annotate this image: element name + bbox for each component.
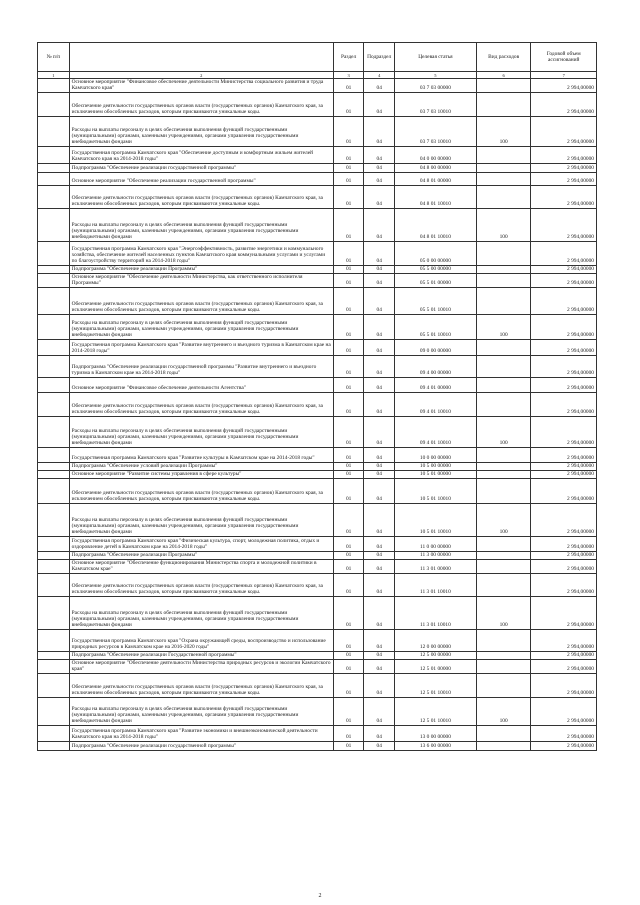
- column-number: 7: [531, 72, 597, 79]
- cell-razdel: 01: [333, 697, 364, 725]
- cell-podrazdel: 04: [364, 573, 395, 596]
- cell-expense-type: 100: [476, 697, 531, 725]
- cell-expense-type: [476, 629, 531, 651]
- cell-amount: 2 994,00000: [531, 559, 597, 573]
- cell-expense-type: 100: [476, 116, 531, 146]
- cell-razdel: 01: [333, 462, 364, 470]
- table-row: [38, 536, 597, 551]
- page-number: 2: [318, 893, 322, 899]
- cell-name: Обеспечение деятельности государственных органов власти (государственных органов) Камчатского края, за исключением обособленных расходов, которым присваиваются уникальные коды.: [69, 673, 333, 697]
- cell-amount: 2 994,00000: [531, 447, 597, 462]
- cell-target-article: 05 0 00 00000: [394, 241, 476, 265]
- cell-podrazdel: 04: [364, 629, 395, 651]
- cell-amount: 2 994,00000: [531, 146, 597, 163]
- cell-row-number: [38, 629, 70, 651]
- cell-target-article: 11 3 01 10010: [394, 573, 476, 596]
- cell-podrazdel: 04: [364, 339, 395, 355]
- cell-expense-type: [476, 146, 531, 163]
- cell-row-number: [38, 447, 70, 462]
- cell-row-number: [38, 146, 70, 163]
- cell-podrazdel: 04: [364, 651, 395, 659]
- cell-amount: 2 994,00000: [531, 551, 597, 559]
- table-row: [38, 551, 597, 559]
- cell-target-article: 05 5 01 10010: [394, 287, 476, 314]
- cell-podrazdel: 04: [364, 673, 395, 697]
- cell-razdel: 01: [333, 470, 364, 478]
- cell-row-number: [38, 92, 70, 116]
- cell-target-article: 13 0 00 00000: [394, 725, 476, 741]
- cell-amount: 2 994,00000: [531, 392, 597, 416]
- cell-amount: 2 994,00000: [531, 339, 597, 355]
- table-row: [38, 146, 597, 163]
- cell-podrazdel: 04: [364, 116, 395, 146]
- cell-amount: 2 994,00000: [531, 741, 597, 750]
- column-number: 4: [364, 72, 395, 79]
- cell-row-number: [38, 536, 70, 551]
- cell-target-article: 09 0 00 00000: [394, 339, 476, 355]
- cell-row-number: [38, 163, 70, 172]
- cell-name: Основное мероприятие "Финансовое обеспечение деятельности Агентства": [69, 377, 333, 392]
- cell-expense-type: [476, 470, 531, 478]
- cell-expense-type: [476, 163, 531, 172]
- cell-row-number: [38, 559, 70, 573]
- cell-podrazdel: 04: [364, 478, 395, 503]
- cell-razdel: 01: [333, 377, 364, 392]
- cell-amount: 2 994,00000: [531, 470, 597, 478]
- column-number: 5: [394, 72, 476, 79]
- cell-target-article: 04 8 00 00000: [394, 163, 476, 172]
- header-razdel: Раздел: [333, 43, 364, 72]
- cell-row-number: [38, 314, 70, 339]
- cell-razdel: 01: [333, 185, 364, 208]
- cell-podrazdel: 04: [364, 659, 395, 673]
- cell-expense-type: [476, 478, 531, 503]
- cell-amount: 2 994,00000: [531, 462, 597, 470]
- cell-razdel: 01: [333, 536, 364, 551]
- cell-target-article: 04 8 01 10010: [394, 185, 476, 208]
- cell-name: Подпрограмма "Обеспечение реализации Программы": [69, 265, 333, 273]
- cell-podrazdel: 04: [364, 208, 395, 241]
- cell-name: Обеспечение деятельности государственных органов власти (государственных органов) Камчатского края, за исключением обособленных расходов, которым присваиваются уникальные коды.: [69, 392, 333, 416]
- cell-amount: 2 994,00000: [531, 725, 597, 741]
- cell-name: Расходы на выплаты персоналу в целях обеспечения выполнения функций государственными (муниципальными) органами, казенными учреждениями, органами управления государственными внебюджетными фондами: [69, 116, 333, 146]
- cell-row-number: [38, 265, 70, 273]
- cell-row-number: [38, 241, 70, 265]
- cell-row-number: [38, 462, 70, 470]
- cell-name: Государственная программа Камчатского края "Развитие культуры в Камчатском крае на 2014-2018 годы": [69, 447, 333, 462]
- cell-name: Обеспечение деятельности государственных органов власти (государственных органов) Камчатского края, за исключением обособленных расходов, которым присваиваются уникальные коды.: [69, 92, 333, 116]
- cell-target-article: 05 5 01 00000: [394, 273, 476, 287]
- cell-amount: 2 994,00000: [531, 651, 597, 659]
- cell-name: Подпрограмма "Обеспечение реализации Государственной программы": [69, 651, 333, 659]
- cell-amount: 2 994,00000: [531, 116, 597, 146]
- cell-razdel: 01: [333, 559, 364, 573]
- table-row: [38, 559, 597, 573]
- header-name: [69, 43, 333, 72]
- cell-name: Государственная программа Камчатского края "Обеспечение доступным и комфортным жильем жителей Камчатского края на 2014-2018 годы": [69, 146, 333, 163]
- cell-razdel: 01: [333, 629, 364, 651]
- cell-podrazdel: 04: [364, 92, 395, 116]
- cell-razdel: 01: [333, 573, 364, 596]
- cell-name: Основное мероприятие "Обеспечение реализации государственной программы": [69, 172, 333, 185]
- cell-razdel: 01: [333, 273, 364, 287]
- cell-target-article: 12 5 01 00000: [394, 659, 476, 673]
- cell-target-article: 04 0 00 00000: [394, 146, 476, 163]
- cell-podrazdel: 04: [364, 503, 395, 536]
- cell-row-number: [38, 339, 70, 355]
- cell-amount: 2 994,00000: [531, 265, 597, 273]
- cell-name: Расходы на выплаты персоналу в целях обеспечения выполнения функций государственными (муниципальными) органами, казенными учреждениями, органами управления государственными внебюджетными фондами: [69, 503, 333, 536]
- cell-razdel: 01: [333, 673, 364, 697]
- cell-row-number: [38, 185, 70, 208]
- cell-podrazdel: 04: [364, 265, 395, 273]
- cell-podrazdel: 04: [364, 172, 395, 185]
- column-number: 2: [69, 72, 333, 79]
- cell-podrazdel: 04: [364, 416, 395, 447]
- cell-name: Государственная программа Камчатского края "Охрана окружающей среды, воспроизводство и использование природных ресурсов в Камчатском крае на 2016-2020 годы": [69, 629, 333, 651]
- cell-amount: 2 994,00000: [531, 673, 597, 697]
- cell-row-number: [38, 573, 70, 596]
- cell-podrazdel: 04: [364, 470, 395, 478]
- cell-name: Основное мероприятие "Финансовое обеспечение деятельности Министерства социального развития и труда Камчатского края": [69, 79, 333, 93]
- cell-row-number: [38, 355, 70, 377]
- table-row: [38, 741, 597, 750]
- cell-row-number: [38, 673, 70, 697]
- cell-amount: 2 994,00000: [531, 697, 597, 725]
- cell-expense-type: [476, 172, 531, 185]
- cell-target-article: 10 0 00 00000: [394, 447, 476, 462]
- table-row: [38, 116, 597, 146]
- cell-razdel: 01: [333, 79, 364, 93]
- table-row: [38, 470, 597, 478]
- cell-target-article: 05 5 01 10010: [394, 314, 476, 339]
- cell-podrazdel: 04: [364, 536, 395, 551]
- column-number: 1: [38, 72, 70, 79]
- cell-name: Обеспечение деятельности государственных органов власти (государственных органов) Камчатского края, за исключением обособленных расходов, которым присваиваются уникальные коды.: [69, 478, 333, 503]
- cell-expense-type: [476, 185, 531, 208]
- header-annual-amount: Годовой объем ассигнований: [531, 43, 597, 72]
- header-target-article: Целевая статья: [394, 43, 476, 72]
- cell-amount: 2 994,00000: [531, 287, 597, 314]
- cell-amount: 2 994,00000: [531, 92, 597, 116]
- cell-expense-type: [476, 447, 531, 462]
- cell-razdel: 01: [333, 503, 364, 536]
- cell-row-number: [38, 725, 70, 741]
- cell-razdel: 01: [333, 265, 364, 273]
- cell-expense-type: 100: [476, 596, 531, 629]
- table-row: [38, 503, 597, 536]
- table-row: [38, 79, 597, 93]
- table-row: [38, 377, 597, 392]
- table-row: [38, 339, 597, 355]
- table-row: [38, 273, 597, 287]
- cell-razdel: 01: [333, 146, 364, 163]
- cell-row-number: [38, 659, 70, 673]
- cell-row-number: [38, 392, 70, 416]
- cell-amount: 2 994,00000: [531, 536, 597, 551]
- cell-razdel: 01: [333, 355, 364, 377]
- cell-target-article: 03 7 03 00000: [394, 79, 476, 93]
- cell-expense-type: 100: [476, 503, 531, 536]
- cell-podrazdel: 04: [364, 596, 395, 629]
- table-row: [38, 287, 597, 314]
- cell-row-number: [38, 697, 70, 725]
- table-row: [38, 725, 597, 741]
- cell-target-article: 03 7 03 10010: [394, 92, 476, 116]
- table-row: [38, 185, 597, 208]
- cell-target-article: 11 3 00 00000: [394, 551, 476, 559]
- cell-row-number: [38, 470, 70, 478]
- cell-row-number: [38, 116, 70, 146]
- cell-razdel: 01: [333, 287, 364, 314]
- cell-podrazdel: 04: [364, 241, 395, 265]
- table-row: [38, 447, 597, 462]
- table-body: [38, 79, 597, 751]
- cell-row-number: [38, 651, 70, 659]
- cell-podrazdel: 04: [364, 741, 395, 750]
- cell-name: Государственная программа Камчатского края "Энергоэффективность, развитие энергетики и коммунального хозяйства, обеспечение жителей населенных пунктов Камчатского края коммунальными услугами и услугами по благоустройству территорий на 2014-2018 годы": [69, 241, 333, 265]
- table-row: [38, 573, 597, 596]
- table-row: [38, 92, 597, 116]
- cell-podrazdel: 04: [364, 287, 395, 314]
- header-no: № п/п: [38, 43, 70, 72]
- cell-razdel: 01: [333, 551, 364, 559]
- cell-name: Расходы на выплаты персоналу в целях обеспечения выполнения функций государственными (муниципальными) органами, казенными учреждениями, органами управления государственными внебюджетными фондами: [69, 416, 333, 447]
- cell-target-article: 12 5 01 10010: [394, 673, 476, 697]
- cell-razdel: 01: [333, 392, 364, 416]
- cell-razdel: 01: [333, 651, 364, 659]
- cell-expense-type: [476, 241, 531, 265]
- cell-name: Государственная программа Камчатского края "Развитие экономики и внешнеэкономической деятельности Камчатского края на 2014-2018 годы": [69, 725, 333, 741]
- cell-amount: 2 994,00000: [531, 503, 597, 536]
- cell-expense-type: [476, 377, 531, 392]
- table-row: [38, 314, 597, 339]
- cell-amount: 2 994,00000: [531, 163, 597, 172]
- table-row: [38, 392, 597, 416]
- cell-podrazdel: 04: [364, 447, 395, 462]
- cell-amount: 2 994,00000: [531, 273, 597, 287]
- cell-amount: 2 994,00000: [531, 377, 597, 392]
- header-podrazdel: Подраздел: [364, 43, 395, 72]
- cell-expense-type: [476, 725, 531, 741]
- cell-expense-type: [476, 673, 531, 697]
- cell-razdel: 01: [333, 596, 364, 629]
- cell-target-article: 09 4 01 00000: [394, 377, 476, 392]
- table-row: [38, 659, 597, 673]
- cell-podrazdel: 04: [364, 392, 395, 416]
- cell-target-article: 12 5 00 00000: [394, 651, 476, 659]
- table-row: [38, 673, 597, 697]
- cell-expense-type: [476, 355, 531, 377]
- cell-expense-type: [476, 392, 531, 416]
- cell-target-article: 11 0 00 00000: [394, 536, 476, 551]
- cell-target-article: 13 6 00 00000: [394, 741, 476, 750]
- cell-name: Обеспечение деятельности государственных органов власти (государственных органов) Камчатского края, за исключением обособленных расходов, которым присваиваются уникальные коды.: [69, 185, 333, 208]
- cell-row-number: [38, 503, 70, 536]
- cell-podrazdel: 04: [364, 377, 395, 392]
- cell-expense-type: 100: [476, 208, 531, 241]
- cell-expense-type: [476, 573, 531, 596]
- cell-razdel: 01: [333, 208, 364, 241]
- cell-expense-type: [476, 92, 531, 116]
- cell-amount: 2 994,00000: [531, 314, 597, 339]
- cell-expense-type: [476, 339, 531, 355]
- table-row: [38, 172, 597, 185]
- cell-expense-type: [476, 273, 531, 287]
- cell-amount: 2 994,00000: [531, 241, 597, 265]
- cell-amount: 2 994,00000: [531, 172, 597, 185]
- cell-razdel: 01: [333, 741, 364, 750]
- cell-amount: 2 994,00000: [531, 416, 597, 447]
- table-row: [38, 163, 597, 172]
- cell-expense-type: 100: [476, 314, 531, 339]
- cell-target-article: 12 0 00 00000: [394, 629, 476, 651]
- cell-expense-type: [476, 659, 531, 673]
- cell-razdel: 01: [333, 314, 364, 339]
- cell-podrazdel: 04: [364, 697, 395, 725]
- cell-razdel: 01: [333, 92, 364, 116]
- cell-target-article: 11 3 01 00000: [394, 559, 476, 573]
- column-number: 6: [476, 72, 531, 79]
- header-expense-type: Вид расходов: [476, 43, 531, 72]
- cell-target-article: 09 4 00 00000: [394, 355, 476, 377]
- cell-name: Расходы на выплаты персоналу в целях обеспечения выполнения функций государственными (муниципальными) органами, казенными учреждениями, органами управления государственными внебюджетными фондами: [69, 208, 333, 241]
- cell-name: Подпрограмма "Обеспечение реализации государственной программы": [69, 163, 333, 172]
- cell-expense-type: [476, 741, 531, 750]
- cell-amount: 2 994,00000: [531, 208, 597, 241]
- cell-amount: 2 994,00000: [531, 629, 597, 651]
- table-row: [38, 651, 597, 659]
- table-row: [38, 241, 597, 265]
- cell-podrazdel: 04: [364, 273, 395, 287]
- cell-razdel: 01: [333, 339, 364, 355]
- table-row: [38, 629, 597, 651]
- cell-row-number: [38, 377, 70, 392]
- cell-razdel: 01: [333, 241, 364, 265]
- cell-expense-type: [476, 462, 531, 470]
- column-number-row: [38, 72, 597, 79]
- cell-name: Подпрограмма "Обеспечение реализации Программы": [69, 551, 333, 559]
- cell-amount: 2 994,00000: [531, 659, 597, 673]
- cell-row-number: [38, 208, 70, 241]
- table-row: [38, 462, 597, 470]
- cell-amount: 2 994,00000: [531, 478, 597, 503]
- cell-target-article: 03 7 03 10010: [394, 116, 476, 146]
- budget-table: [37, 42, 597, 751]
- cell-target-article: 11 3 01 10010: [394, 596, 476, 629]
- cell-amount: 2 994,00000: [531, 596, 597, 629]
- cell-amount: 2 994,00000: [531, 355, 597, 377]
- cell-name: Основное мероприятие "Обеспечение функционирования Министерства спорта и молодежной политики в Камчатском крае": [69, 559, 333, 573]
- cell-razdel: 01: [333, 659, 364, 673]
- cell-target-article: 12 5 01 10010: [394, 697, 476, 725]
- cell-expense-type: [476, 536, 531, 551]
- table-header-row: [38, 43, 597, 72]
- cell-row-number: [38, 287, 70, 314]
- cell-expense-type: [476, 287, 531, 314]
- cell-expense-type: [476, 79, 531, 93]
- cell-target-article: 05 5 00 00000: [394, 265, 476, 273]
- cell-name: Основное мероприятие "Обеспечение деятельности Министерства природных ресурсов и экологии Камчатского края": [69, 659, 333, 673]
- cell-row-number: [38, 79, 70, 93]
- cell-podrazdel: 04: [364, 355, 395, 377]
- cell-razdel: 01: [333, 163, 364, 172]
- cell-name: Расходы на выплаты персоналу в целях обеспечения выполнения функций государственными (муниципальными) органами, казенными учреждениями, органами управления государственными внебюджетными фондами: [69, 314, 333, 339]
- cell-name: Подпрограмма "Обеспечение реализации государственной программы "Развитие внутреннего и въездного туризма в Камчатском крае на 2014-2018 годы": [69, 355, 333, 377]
- cell-razdel: 01: [333, 116, 364, 146]
- table-row: [38, 416, 597, 447]
- cell-podrazdel: 04: [364, 314, 395, 339]
- table-row: [38, 208, 597, 241]
- cell-row-number: [38, 273, 70, 287]
- cell-podrazdel: 04: [364, 551, 395, 559]
- cell-podrazdel: 04: [364, 725, 395, 741]
- cell-razdel: 01: [333, 172, 364, 185]
- cell-amount: 2 994,00000: [531, 79, 597, 93]
- cell-amount: 2 994,00000: [531, 573, 597, 596]
- cell-podrazdel: 04: [364, 146, 395, 163]
- table-row: [38, 265, 597, 273]
- cell-name: Обеспечение деятельности государственных органов власти (государственных органов) Камчатского края, за исключением обособленных расходов, которым присваиваются уникальные коды.: [69, 573, 333, 596]
- cell-row-number: [38, 551, 70, 559]
- cell-target-article: 10 5 01 10010: [394, 503, 476, 536]
- cell-razdel: 01: [333, 416, 364, 447]
- cell-name: Подпрограмма "Обеспечение условий реализации Программы": [69, 462, 333, 470]
- cell-target-article: 04 8 01 10010: [394, 208, 476, 241]
- cell-target-article: 09 4 01 10010: [394, 416, 476, 447]
- cell-expense-type: [476, 559, 531, 573]
- cell-target-article: 10 5 00 00000: [394, 462, 476, 470]
- column-number: 3: [333, 72, 364, 79]
- cell-amount: 2 994,00000: [531, 185, 597, 208]
- cell-podrazdel: 04: [364, 185, 395, 208]
- table-row: [38, 355, 597, 377]
- cell-name: Обеспечение деятельности государственных органов власти (государственных органов) Камчатского края, за исключением обособленных расходов, которым присваиваются уникальные коды.: [69, 287, 333, 314]
- cell-expense-type: [476, 265, 531, 273]
- cell-name: Основное мероприятие "Развитие системы управления в сфере культуры": [69, 470, 333, 478]
- cell-target-article: 04 8 01 00000: [394, 172, 476, 185]
- cell-target-article: 09 4 01 10010: [394, 392, 476, 416]
- cell-name: Подпрограмма "Обеспечение реализации государственной программы": [69, 741, 333, 750]
- cell-expense-type: 100: [476, 416, 531, 447]
- cell-podrazdel: 04: [364, 559, 395, 573]
- cell-name: Основное мероприятие "Обеспечение деятельности Министерства, как ответственного исполнителя Программы": [69, 273, 333, 287]
- cell-name: Государственная программа Камчатского края "Развитие внутреннего и въездного туризма в Камчатском крае на 2014-2018 годы": [69, 339, 333, 355]
- cell-name: Расходы на выплаты персоналу в целях обеспечения выполнения функций государственными (муниципальными) органами, казенными учреждениями, органами управления государственными внебюджетными фондами: [69, 596, 333, 629]
- table-row: [38, 596, 597, 629]
- cell-name: Государственная программа Камчатского края "Физическая культура, спорт, молодежная политика, отдых и оздоровление детей в Камчатском крае на 2014-2018 годы": [69, 536, 333, 551]
- cell-podrazdel: 04: [364, 79, 395, 93]
- cell-name: Расходы на выплаты персоналу в целях обеспечения выполнения функций государственными (муниципальными) органами, казенными учреждениями, органами управления государственными внебюджетными фондами: [69, 697, 333, 725]
- cell-row-number: [38, 596, 70, 629]
- table-row: [38, 697, 597, 725]
- cell-razdel: 01: [333, 725, 364, 741]
- cell-target-article: 10 5 01 10010: [394, 478, 476, 503]
- cell-row-number: [38, 478, 70, 503]
- cell-target-article: 10 5 01 00000: [394, 470, 476, 478]
- cell-podrazdel: 04: [364, 462, 395, 470]
- cell-row-number: [38, 416, 70, 447]
- table-row: [38, 478, 597, 503]
- cell-row-number: [38, 172, 70, 185]
- cell-razdel: 01: [333, 447, 364, 462]
- cell-expense-type: [476, 551, 531, 559]
- cell-razdel: 01: [333, 478, 364, 503]
- cell-row-number: [38, 741, 70, 750]
- cell-podrazdel: 04: [364, 163, 395, 172]
- cell-expense-type: [476, 651, 531, 659]
